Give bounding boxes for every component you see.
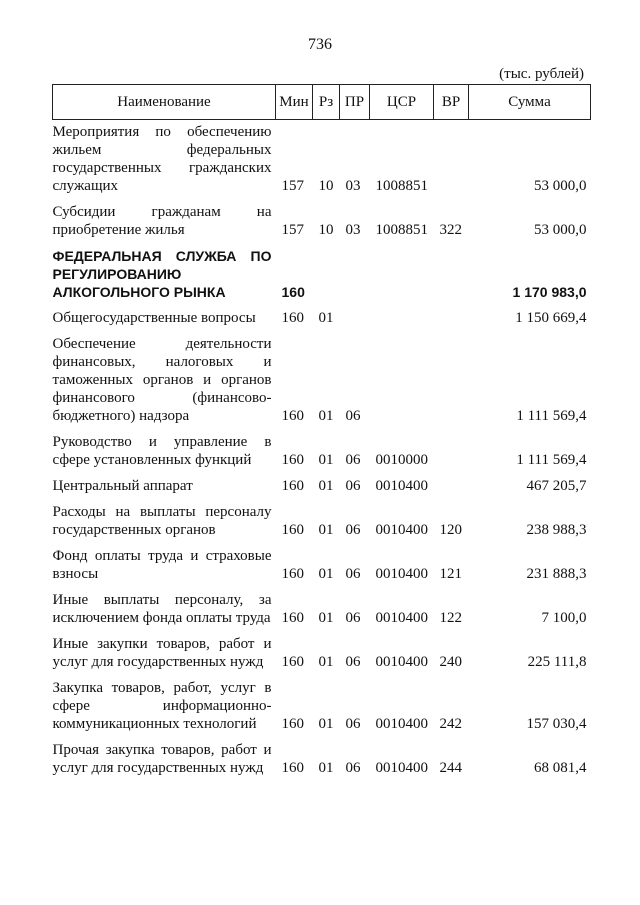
row-vr: 121 [439, 566, 462, 582]
row-csr: 1008851 [375, 222, 428, 238]
table-row [53, 539, 591, 583]
header-vr: ВР [434, 85, 469, 120]
row-csr: 0010400 [375, 522, 428, 538]
row-csr: 0010400 [375, 566, 428, 582]
table-row [53, 583, 591, 627]
row-pr: 03 [345, 222, 361, 238]
row-min: 157 [281, 222, 304, 238]
table-header-row [53, 85, 591, 120]
row-sum: 53 000,0 [534, 178, 587, 194]
row-csr: 0010400 [375, 610, 428, 626]
row-rz: 01 [318, 452, 334, 468]
row-pr: 06 [345, 716, 361, 732]
row-rz: 01 [318, 716, 334, 732]
row-min: 160 [281, 610, 304, 626]
header-pr: ПР [340, 85, 370, 120]
row-vr: 244 [439, 760, 462, 776]
page-number: 736 [308, 36, 332, 53]
row-vr [434, 301, 469, 327]
row-name: Мероприятия по обеспечению жильем федеральных государственных гражданских служащих [52, 124, 272, 194]
table-row [53, 495, 591, 539]
row-min: 160 [281, 284, 305, 300]
row-sum: 1 170 983,0 [512, 284, 587, 300]
row-pr [340, 239, 370, 301]
row-rz: 01 [318, 408, 334, 424]
row-csr: 1008851 [375, 178, 428, 194]
row-pr: 06 [345, 566, 361, 582]
row-csr: 0010400 [375, 478, 428, 494]
row-name: Иные выплаты персоналу, за исключением фонда оплаты труда [52, 592, 272, 626]
row-csr: 0010400 [375, 760, 428, 776]
row-pr [340, 301, 370, 327]
row-pr: 06 [345, 760, 361, 776]
row-csr [370, 239, 434, 301]
row-min: 160 [281, 522, 304, 538]
table-row [53, 627, 591, 671]
row-name: Центральный аппарат [52, 478, 193, 494]
row-rz: 01 [318, 654, 334, 670]
row-sum: 157 030,4 [526, 716, 587, 732]
table-row [53, 327, 591, 425]
header-csr: ЦСР [370, 85, 434, 120]
row-min: 160 [281, 654, 304, 670]
row-csr: 0010400 [375, 654, 428, 670]
row-pr: 06 [345, 610, 361, 626]
header-rz: Рз [313, 85, 340, 120]
row-name: ФЕДЕРАЛЬНАЯ СЛУЖБА ПО РЕГУЛИРОВАНИЮ АЛКОГОЛЬНОГО РЫНКА [52, 248, 272, 300]
row-sum: 1 150 669,4 [515, 310, 587, 326]
row-rz: 10 [318, 178, 334, 194]
row-pr: 06 [345, 654, 361, 670]
row-rz: 01 [318, 522, 334, 538]
row-name: Фонд оплаты труда и страховые взносы [52, 548, 272, 582]
row-sum: 467 205,7 [526, 478, 587, 494]
row-rz: 01 [318, 566, 334, 582]
row-vr: 122 [439, 610, 462, 626]
row-vr: 120 [439, 522, 462, 538]
table-body [53, 120, 591, 778]
table-row [53, 239, 591, 301]
header-name: Наименование [53, 85, 276, 120]
row-min: 160 [281, 760, 304, 776]
table-row [53, 671, 591, 733]
row-name: Общегосударственные вопросы [52, 310, 256, 326]
row-pr: 06 [345, 522, 361, 538]
row-sum: 68 081,4 [534, 760, 587, 776]
row-sum: 1 111 569,4 [516, 408, 587, 424]
table-row [53, 733, 591, 777]
row-rz: 01 [318, 760, 334, 776]
row-vr [434, 239, 469, 301]
row-min: 160 [281, 408, 304, 424]
row-rz: 01 [318, 610, 334, 626]
row-rz [313, 239, 340, 301]
row-sum: 238 988,3 [526, 522, 587, 538]
row-pr: 06 [345, 478, 361, 494]
row-min: 160 [281, 716, 304, 732]
row-sum: 53 000,0 [534, 222, 587, 238]
row-name: Руководство и управление в сфере установленных функций [52, 434, 272, 468]
row-sum: 231 888,3 [526, 566, 587, 582]
row-name: Прочая закупка товаров, работ и услуг для государственных нужд [52, 742, 272, 776]
table-row [53, 120, 591, 196]
row-rz: 01 [318, 478, 334, 494]
row-vr [434, 120, 469, 196]
row-name: Иные закупки товаров, работ и услуг для государственных нужд [52, 636, 272, 670]
row-rz: 01 [318, 310, 334, 326]
row-name: Субсидии гражданам на приобретение жилья [52, 204, 272, 238]
row-min: 160 [281, 452, 304, 468]
row-csr: 0010000 [375, 452, 428, 468]
row-name: Обеспечение деятельности финансовых, налоговых и таможенных органов и органов финансового (финансово-бюджетного) надзора [52, 336, 272, 424]
row-vr: 242 [439, 716, 462, 732]
row-vr [434, 469, 469, 495]
row-vr [434, 425, 469, 469]
row-sum: 7 100,0 [541, 610, 587, 626]
row-sum: 225 111,8 [527, 654, 587, 670]
table-row [53, 425, 591, 469]
row-pr: 06 [345, 452, 361, 468]
row-pr: 06 [345, 408, 361, 424]
row-name: Расходы на выплаты персоналу государственных органов [52, 504, 272, 538]
table-row [53, 195, 591, 239]
table-row [53, 469, 591, 495]
row-min: 160 [281, 310, 304, 326]
row-name: Закупка товаров, работ, услуг в сфере информационно-коммуникационных технологий [52, 680, 272, 732]
budget-table [52, 84, 591, 777]
row-csr: 0010400 [375, 716, 428, 732]
row-rz: 10 [318, 222, 334, 238]
row-vr [434, 327, 469, 425]
row-vr: 322 [439, 222, 462, 238]
row-pr: 03 [345, 178, 361, 194]
row-min: 160 [281, 566, 304, 582]
row-sum: 1 111 569,4 [516, 452, 587, 468]
row-csr [370, 327, 434, 425]
row-min: 157 [281, 178, 304, 194]
row-vr: 240 [439, 654, 462, 670]
header-sum: Сумма [469, 85, 591, 120]
header-min: Мин [276, 85, 313, 120]
row-min: 160 [281, 478, 304, 494]
row-csr [370, 301, 434, 327]
units-label: (тыс. рублей) [499, 66, 584, 82]
table-row [53, 301, 591, 327]
